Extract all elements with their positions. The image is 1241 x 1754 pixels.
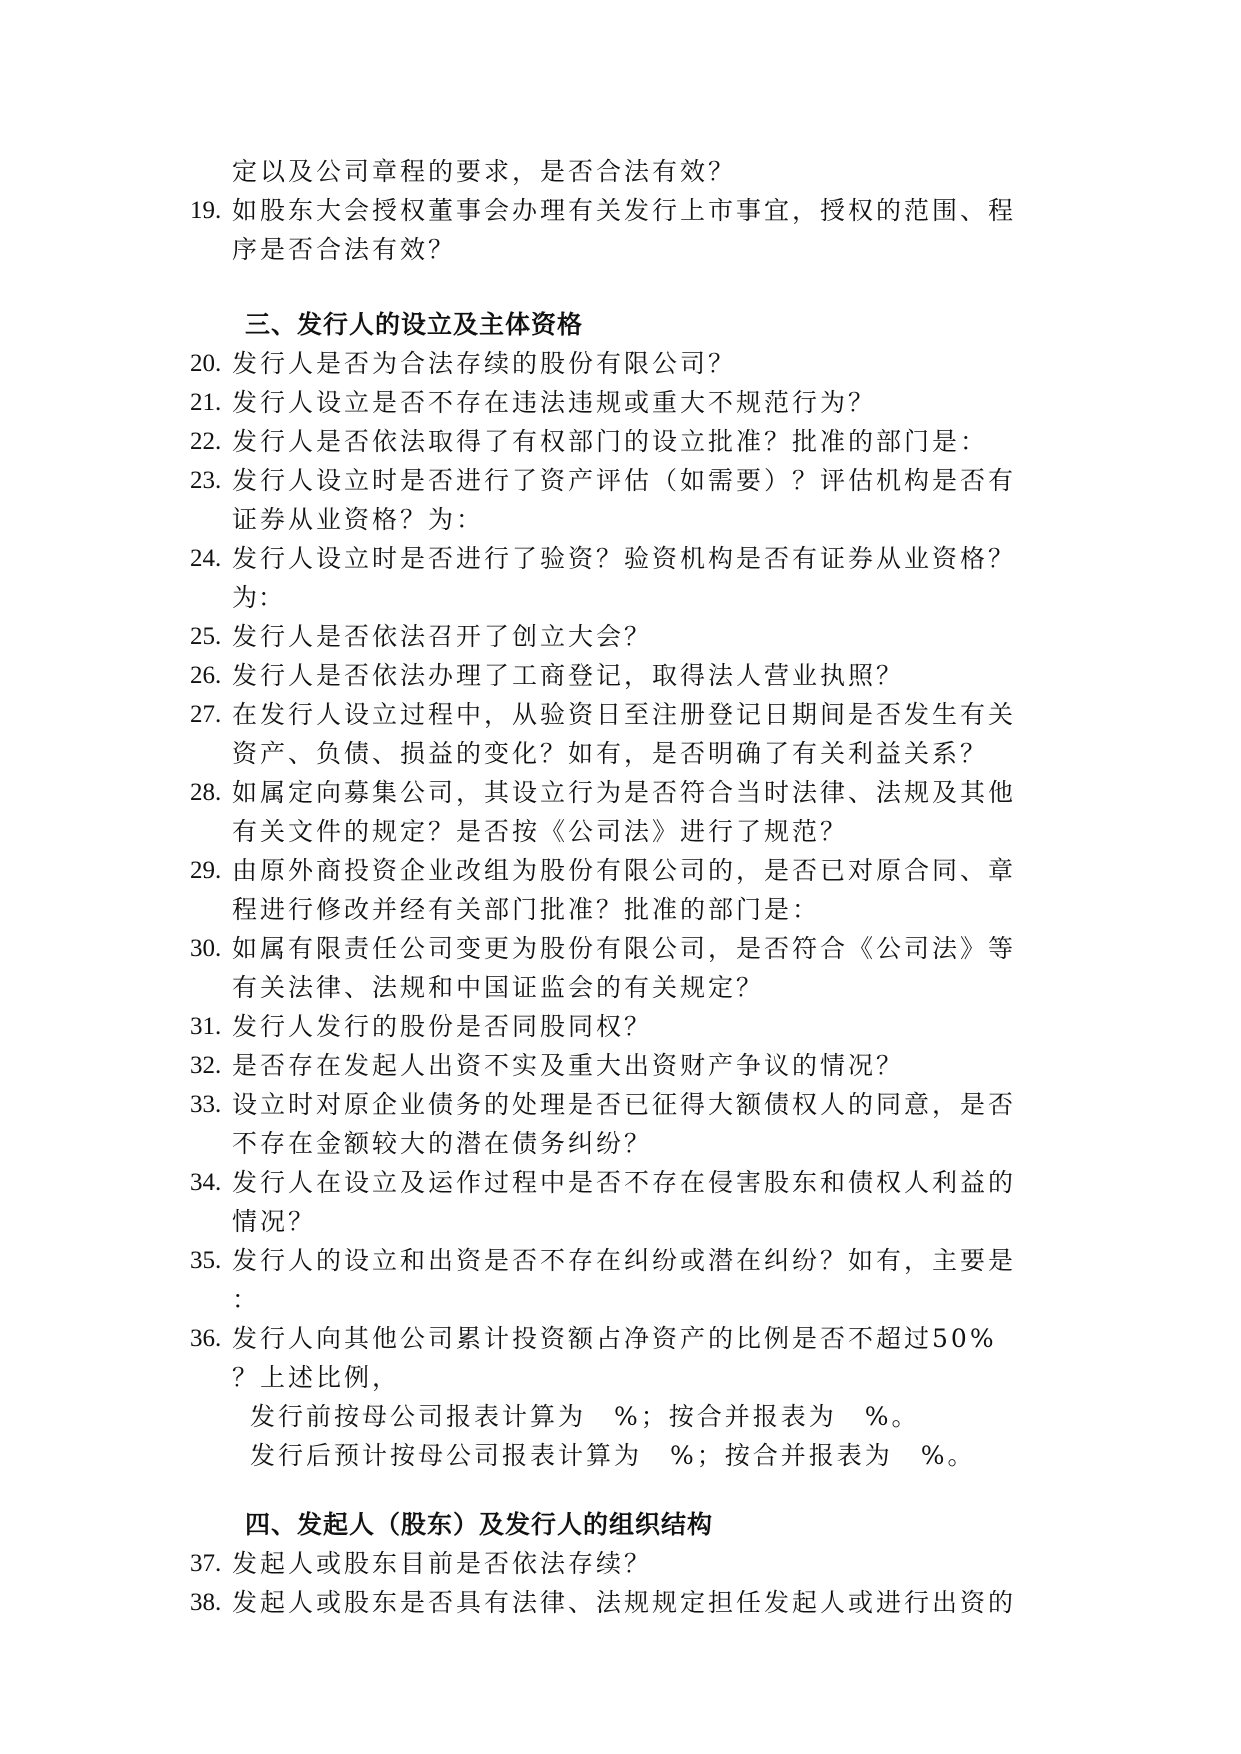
item-text-line: 发起人或股东目前是否依法存续？ (232, 1549, 653, 1578)
item-text-line: 发行人设立是否不存在违法违规或重大不规范行为？ (232, 388, 877, 417)
item-number: 34. (190, 1169, 222, 1196)
item-text-line: 证券从业资格？为： (232, 505, 485, 534)
item-text-line: 发行人向其他公司累计投资额占净资产的比例是否不超过50% (232, 1324, 997, 1353)
item-text (232, 929, 1070, 1007)
ratio-line-after-issue: 发行后预计按母公司报表计算为 %；按合并报表为 %。 (250, 1441, 976, 1470)
numbered-item (190, 617, 1070, 656)
item-text (232, 617, 1070, 656)
item-number: 29. (190, 857, 222, 884)
item-text-line: 由原外商投资企业改组为股份有限公司的，是否已对原合同、章 (232, 856, 1017, 885)
item-text (232, 1163, 1070, 1241)
item-text-line: 发行人的设立和出资是否不存在纠纷或潜在纠纷？如有，主要是 (232, 1246, 1017, 1275)
item-text-line: 发行人发行的股份是否同股同权？ (232, 1012, 653, 1041)
numbered-item (190, 1085, 1070, 1163)
item-number: 28. (190, 779, 222, 806)
item-text-line: 有关法律、法规和中国证监会的有关规定？ (232, 973, 765, 1002)
item-number: 27. (190, 701, 222, 728)
spacer (190, 1475, 1070, 1505)
item-text-line: 发行人是否为合法存续的股份有限公司？ (232, 349, 737, 378)
continuation-line: 定以及公司章程的要求，是否合法有效？ (232, 157, 737, 186)
item-text (232, 656, 1070, 695)
numbered-item (190, 1163, 1070, 1241)
item-text (232, 461, 1070, 539)
numbered-item (190, 383, 1070, 422)
section-3-title: 三、发行人的设立及主体资格 (245, 310, 584, 339)
item-text-line: 为： (232, 583, 285, 612)
item-number: 26. (190, 662, 222, 689)
item-text-line: 如属定向募集公司，其设立行为是否符合当时法律、法规及其他 (232, 778, 1017, 807)
spacer (190, 269, 1070, 305)
item-text (232, 851, 1070, 929)
item-text (232, 1544, 1070, 1583)
item-number: 38. (190, 1589, 222, 1616)
section-4-title: 四、发起人（股东）及发行人的组织结构 (245, 1510, 714, 1539)
item-text-line: 发行人设立时是否进行了资产评估（如需要）？评估机构是否有 (232, 466, 1017, 495)
item-text (232, 1007, 1070, 1046)
item-text-line: 有关文件的规定？是否按《公司法》进行了规范？ (232, 817, 849, 846)
numbered-item (190, 461, 1070, 539)
item-text-line: 情况？ (232, 1207, 317, 1236)
item-number: 22. (190, 428, 222, 455)
item-text-line: ？上述比例， (232, 1363, 401, 1392)
item-number: 33. (190, 1091, 222, 1118)
item-text-line: 是否存在发起人出资不实及重大出资财产争议的情况？ (232, 1051, 905, 1080)
item-text-line: 发行人是否依法取得了有权部门的设立批准？批准的部门是： (232, 427, 989, 456)
numbered-item (190, 1544, 1070, 1583)
item-text-line: 如属有限责任公司变更为股份有限公司，是否符合《公司法》等 (232, 934, 1017, 963)
numbered-item (190, 1319, 1070, 1397)
numbered-item (190, 191, 1070, 269)
item-text (232, 344, 1070, 383)
item-number: 32. (190, 1052, 222, 1079)
item-text-line: 发行人是否依法召开了创立大会？ (232, 622, 653, 651)
numbered-item (190, 1007, 1070, 1046)
item-text-line: 发行人在设立及运作过程中是否不存在侵害股东和债权人利益的 (232, 1168, 1017, 1197)
item-text (232, 695, 1070, 773)
item-text (232, 422, 1070, 461)
item-text-line: 程进行修改并经有关部门批准？批准的部门是： (232, 895, 821, 924)
item-number: 19. (190, 197, 222, 224)
numbered-item (190, 1046, 1070, 1085)
item-text-line: ： (232, 1285, 259, 1314)
item-number: 36. (190, 1325, 222, 1352)
numbered-item (190, 773, 1070, 851)
document-body (190, 152, 1070, 1622)
item-text (232, 191, 1070, 269)
item-text (232, 1583, 1070, 1622)
item-text (232, 383, 1070, 422)
item-number: 23. (190, 467, 222, 494)
numbered-item (190, 539, 1070, 617)
numbered-item (190, 695, 1070, 773)
numbered-item (190, 656, 1070, 695)
items-before-list (190, 191, 1070, 269)
numbered-item (190, 344, 1070, 383)
item-number: 35. (190, 1247, 222, 1274)
item-text-line: 如股东大会授权董事会办理有关发行上市事宜，授权的范围、程 (232, 196, 1017, 225)
item-text-line: 发行人设立时是否进行了验资？验资机构是否有证券从业资格？ (232, 544, 1017, 573)
item-text-line: 资产、负债、损益的变化？如有，是否明确了有关利益关系？ (232, 739, 989, 768)
item-number: 21. (190, 389, 222, 416)
section-4-items (190, 1544, 1070, 1622)
item-number: 31. (190, 1013, 222, 1040)
numbered-item (190, 851, 1070, 929)
item-text-line: 设立时对原企业债务的处理是否已征得大额债权人的同意，是否 (232, 1090, 1017, 1119)
item-text (232, 1046, 1070, 1085)
item-text-line: 发起人或股东是否具有法律、法规规定担任发起人或进行出资的 (232, 1588, 1017, 1617)
numbered-item (190, 929, 1070, 1007)
item-text (232, 1085, 1070, 1163)
item-text (232, 773, 1070, 851)
item-text-line: 序是否合法有效？ (232, 235, 457, 264)
item-text-line: 发行人是否依法办理了工商登记，取得法人营业执照？ (232, 661, 905, 690)
ratio-line-before-issue: 发行前按母公司报表计算为 %；按合并报表为 %。 (250, 1402, 920, 1431)
item-number: 25. (190, 623, 222, 650)
numbered-item (190, 1583, 1070, 1622)
item-number: 30. (190, 935, 222, 962)
numbered-item (190, 422, 1070, 461)
item-text-line: 不存在金额较大的潜在债务纠纷？ (232, 1129, 653, 1158)
item-number: 24. (190, 545, 222, 572)
item-text (232, 539, 1070, 617)
item-text (232, 1241, 1070, 1319)
item-number: 20. (190, 350, 222, 377)
item-number: 37. (190, 1550, 222, 1577)
section-3-items (190, 344, 1070, 1397)
numbered-item (190, 1241, 1070, 1319)
item-text (232, 1319, 1070, 1397)
item-text-line: 在发行人设立过程中，从验资日至注册登记日期间是否发生有关 (232, 700, 1017, 729)
